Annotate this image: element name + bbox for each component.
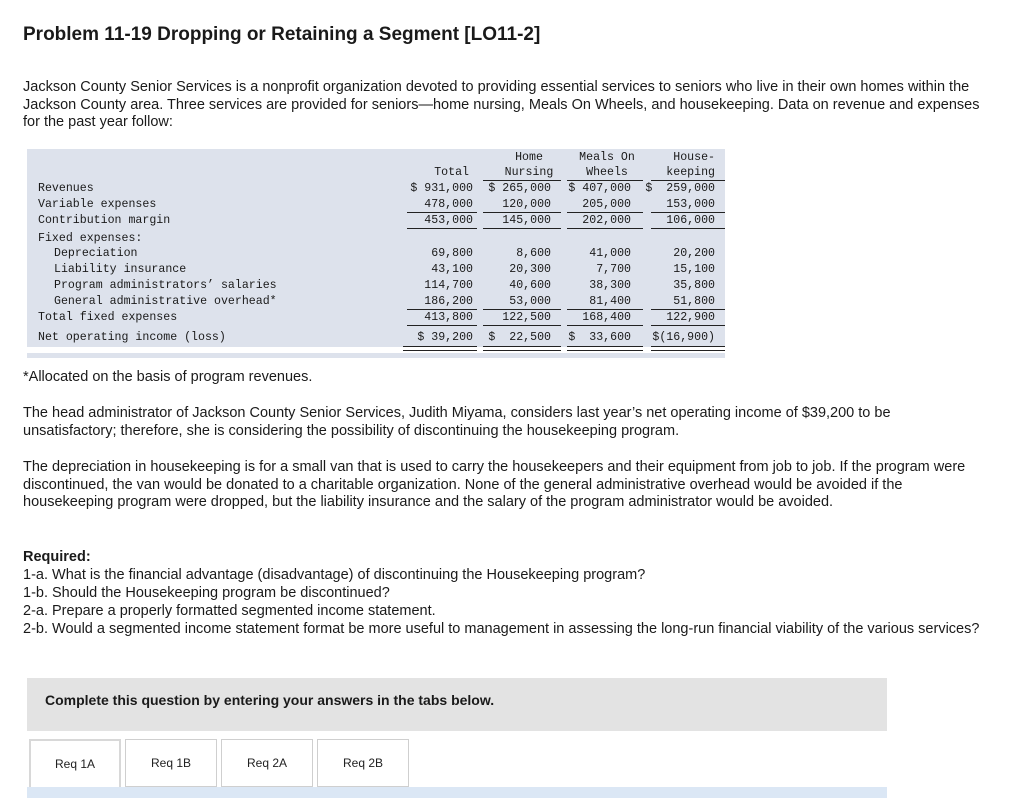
cell-variable-total: 478,000 <box>424 198 473 211</box>
subtotal-rule <box>407 228 477 229</box>
income-statement-table <box>27 149 725 359</box>
cell-total-fixed-home: 122,500 <box>502 311 551 324</box>
cell-cm-house: 106,000 <box>666 214 715 227</box>
header-house-line1: House- <box>673 151 715 164</box>
tab-label: Req 1A <box>54 757 96 771</box>
subtotal-rule <box>651 212 725 213</box>
cell-variable-home: 120,000 <box>502 198 551 211</box>
cell-liability-total: 43,100 <box>431 263 473 276</box>
cell-noi-house: $(16,900) <box>652 331 715 344</box>
cell-liability-meals: 7,700 <box>596 263 631 276</box>
required-item-1b: 1-b. Should the Housekeeping program be discontinued? <box>23 585 390 601</box>
total-double-rule <box>483 346 561 351</box>
tab-req-1b[interactable] <box>125 739 217 787</box>
cell-overhead-house: 51,800 <box>673 295 715 308</box>
cell-noi-total: $ 39,200 <box>417 331 473 344</box>
subtotal-rule <box>651 228 725 229</box>
tab-req-1a[interactable] <box>29 739 121 787</box>
required-heading: Required: <box>23 549 91 565</box>
cell-liability-house: 15,100 <box>673 263 715 276</box>
subtotal-rule <box>407 212 477 213</box>
subtotal-rule <box>567 309 643 310</box>
cell-total-fixed-meals: 168,400 <box>582 311 631 324</box>
row-label-contribution-margin: Contribution margin <box>38 214 171 227</box>
subtotal-rule <box>483 325 561 326</box>
subtotal-rule <box>651 325 725 326</box>
header-home-line2: Nursing <box>504 166 554 179</box>
page-title: Problem 11-19 Dropping or Retaining a Segment [LO11-2] <box>23 24 541 45</box>
instruction-text: Complete this question by entering your answers in the tabs below. <box>45 692 495 708</box>
total-double-rule <box>567 346 643 351</box>
tab-req-2b[interactable] <box>317 739 409 787</box>
row-label-fixed-expenses: Fixed expenses: <box>38 232 143 245</box>
cell-variable-meals: 205,000 <box>582 198 631 211</box>
cell-total-fixed-house: 122,900 <box>666 311 715 324</box>
cell-revenues-home: $ 265,000 <box>488 182 551 195</box>
row-label-variable-expenses: Variable expenses <box>38 198 157 211</box>
subtotal-rule <box>567 228 643 229</box>
tab-label: Req 2B <box>342 756 384 770</box>
table-bottom-bar <box>27 353 725 358</box>
cell-total-fixed-total: 413,800 <box>424 311 473 324</box>
row-label-admin-overhead: General administrative overhead* <box>54 295 277 308</box>
required-item-2b: 2-b. Would a segmented income statement format be more useful to management in assessing the long-run financial viability of the various services? <box>23 621 980 637</box>
header-house-line2: keeping <box>666 166 715 179</box>
scenario-paragraph: The head administrator of Jackson County Senior Services, Judith Miyama, considers last year’s net operating income of $39,200 to be unsatisfactory; therefore, she is considering the possibility of discontinuing the housekeeping program. <box>23 405 891 439</box>
required-item-1a: 1-a. What is the financial advantage (disadvantage) of discontinuing the Housekeeping program? <box>23 567 646 583</box>
header-total: Total <box>434 166 469 179</box>
row-label-net-operating-income: Net operating income (loss) <box>38 331 226 344</box>
tab-label: Req 2A <box>246 756 288 770</box>
tab-req-2a[interactable] <box>221 739 313 787</box>
cell-depreciation-total: 69,800 <box>431 247 473 260</box>
tab-label: Req 1B <box>150 756 192 770</box>
subtotal-rule <box>483 228 561 229</box>
cell-revenues-meals: $ 407,000 <box>568 182 631 195</box>
row-label-revenues: Revenues <box>38 182 94 195</box>
cell-salaries-house: 35,800 <box>673 279 715 292</box>
instruction-banner <box>27 678 887 731</box>
cell-cm-home: 145,000 <box>502 214 551 227</box>
cell-cm-meals: 202,000 <box>582 214 631 227</box>
header-meals-line2: Wheels <box>586 166 628 179</box>
subtotal-rule <box>483 212 561 213</box>
row-label-admin-salaries: Program administrators’ salaries <box>54 279 277 292</box>
total-double-rule <box>651 346 725 351</box>
header-rule <box>567 180 643 181</box>
header-home-line1: Home <box>515 151 543 164</box>
header-rule <box>651 180 725 181</box>
cell-overhead-meals: 81,400 <box>589 295 631 308</box>
cell-noi-home: $ 22,500 <box>488 331 551 344</box>
cell-overhead-total: 186,200 <box>424 295 473 308</box>
cell-depreciation-house: 20,200 <box>673 247 715 260</box>
row-label-liability-insurance: Liability insurance <box>54 263 187 276</box>
subtotal-rule <box>483 309 561 310</box>
cell-salaries-home: 40,600 <box>509 279 551 292</box>
details-paragraph: The depreciation in housekeeping is for a small van that is used to carry the housekeepers and their equipment from job to job. If the program were discontinued, the van would be donated to a charitable organization. None of the general administrative overhead would be avoided if the housekeeping program were dropped, but the liability insurance and the salary of the program administrator would be avoided. <box>23 459 966 510</box>
intro-paragraph: Jackson County Senior Services is a nonprofit organization devoted to providing essential services to seniors who live in their own homes within the Jackson County area. Three services are provided for seniors—home nursing, Meals On Wheels, and housekeeping. Data on revenue and expenses for the past year follow: <box>23 79 980 130</box>
cell-liability-home: 20,300 <box>509 263 551 276</box>
row-label-depreciation: Depreciation <box>54 247 138 260</box>
subtotal-rule <box>567 212 643 213</box>
row-label-total-fixed: Total fixed expenses <box>38 311 178 324</box>
cell-revenues-total: $ 931,000 <box>410 182 473 195</box>
cell-depreciation-home: 8,600 <box>516 247 551 260</box>
required-item-2a: 2-a. Prepare a properly formatted segmented income statement. <box>23 603 436 619</box>
header-meals-line1: Meals On <box>579 151 635 164</box>
subtotal-rule <box>407 325 477 326</box>
cell-revenues-house: $ 259,000 <box>645 182 715 195</box>
subtotal-rule <box>567 325 643 326</box>
cell-overhead-home: 53,000 <box>509 295 551 308</box>
cell-depreciation-meals: 41,000 <box>589 247 631 260</box>
total-double-rule <box>403 346 477 351</box>
subtotal-rule <box>651 309 725 310</box>
cell-noi-meals: $ 33,600 <box>568 331 631 344</box>
subtotal-rule <box>407 309 477 310</box>
cell-cm-total: 453,000 <box>424 214 473 227</box>
tab-content-strip <box>27 787 887 798</box>
header-rule <box>483 180 561 181</box>
cell-variable-house: 153,000 <box>666 198 715 211</box>
footnote: *Allocated on the basis of program revenues. <box>23 369 313 385</box>
cell-salaries-meals: 38,300 <box>589 279 631 292</box>
cell-salaries-total: 114,700 <box>424 279 473 292</box>
